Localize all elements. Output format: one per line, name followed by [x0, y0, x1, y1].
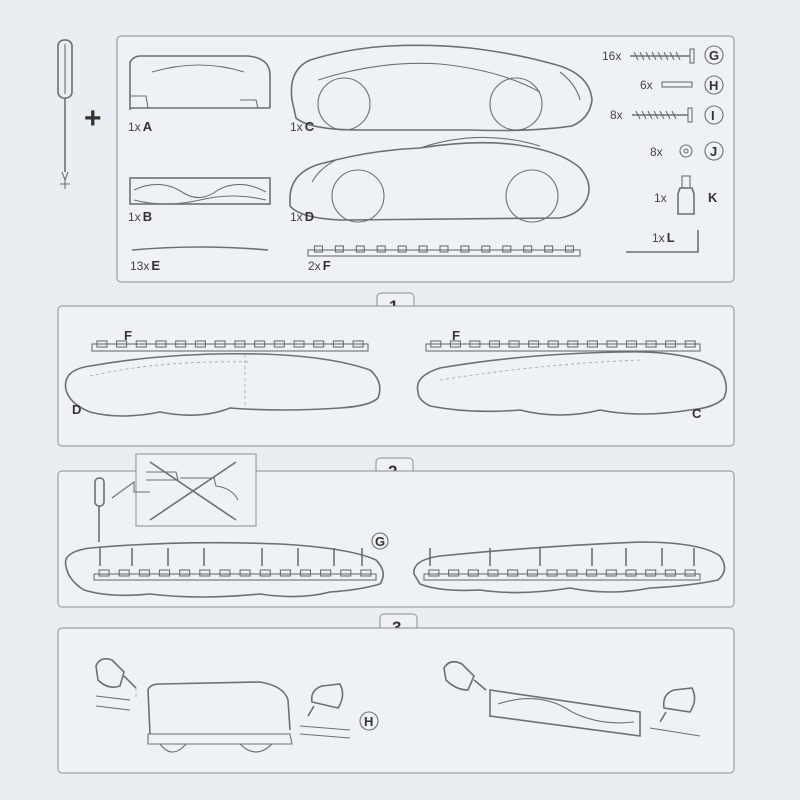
- hardware-k-id: K: [708, 190, 718, 205]
- hardware-g-qty: 16x: [602, 49, 622, 63]
- screwdriver-icon: [58, 40, 72, 189]
- parts-panel: [117, 36, 734, 282]
- plus-sign: +: [84, 102, 102, 135]
- hardware-i-id: I: [711, 108, 715, 123]
- hardware-h-id: H: [709, 78, 719, 93]
- hardware-k-qty: 1x: [654, 191, 667, 205]
- part-d-label: 1x D: [290, 209, 315, 224]
- step-1-rail-right-label: F: [452, 328, 460, 343]
- step-3-panel: [58, 628, 734, 773]
- step-3-dowel-label: H: [364, 714, 374, 729]
- step-2-screw-label: G: [375, 534, 386, 549]
- incorrect-method-inset: [136, 454, 256, 526]
- hardware-i-qty: 8x: [610, 108, 623, 122]
- step-1-panel: [58, 306, 734, 446]
- part-c-label: 1x C: [290, 119, 315, 134]
- hardware-j-id: J: [710, 144, 718, 159]
- hardware-g-id: G: [709, 48, 720, 63]
- hardware-l-qty: 1x L: [652, 230, 675, 245]
- step-1-panel-left-label: D: [72, 402, 82, 417]
- part-f-label: 2x F: [308, 258, 331, 273]
- part-a-label: 1x A: [128, 119, 153, 134]
- part-e-label: 13x E: [130, 258, 161, 273]
- hardware-h-qty: 6x: [640, 78, 653, 92]
- step-1-rail-left-label: F: [124, 328, 132, 343]
- part-b-label: 1x B: [128, 209, 153, 224]
- step-1-panel-right-label: C: [692, 406, 702, 421]
- hardware-j-qty: 8x: [650, 145, 663, 159]
